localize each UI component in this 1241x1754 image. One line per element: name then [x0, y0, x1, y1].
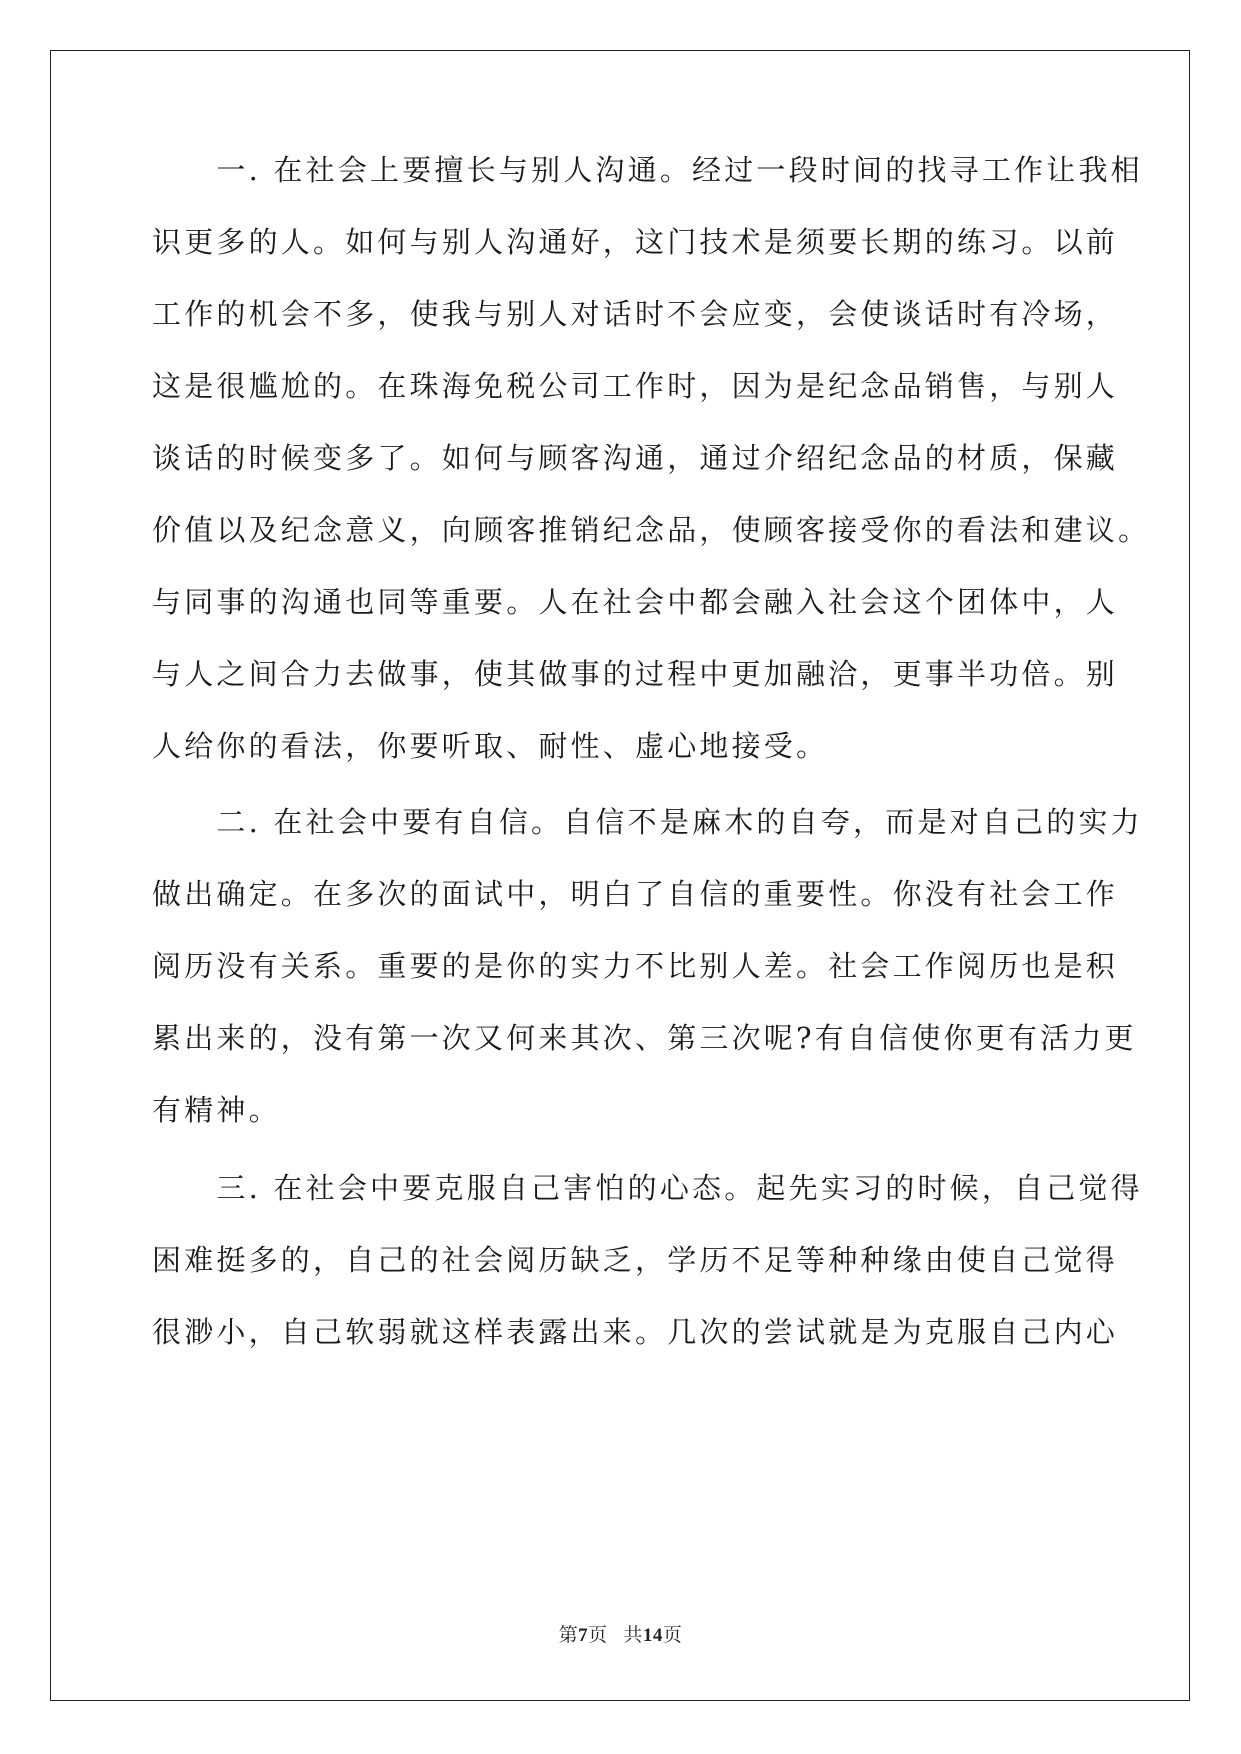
text-line: 一. 在社会上要擅长与别人沟通。经过一段时间的找寻工作让我相 [152, 153, 1143, 187]
footer-page-suffix: 页 [588, 1625, 608, 1646]
text-line: 谈话的时候变多了。如何与顾客沟通，通过介绍纪念品的材质，保藏 [152, 441, 1119, 475]
text-line: 三. 在社会中要克服自己害怕的心态。起先实习的时候，自己觉得 [152, 1171, 1143, 1205]
text-line: 做出确定。在多次的面试中，明白了自信的重要性。你没有社会工作 [152, 877, 1119, 911]
text-line: 与同事的沟通也同等重要。人在社会中都会融入社会这个团体中，人 [152, 585, 1119, 619]
text-line: 人给你的看法，你要听取、耐性、虚心地接受。 [152, 729, 829, 763]
text-line: 阅历没有关系。重要的是你的实力不比别人差。社会工作阅历也是积 [152, 949, 1119, 983]
text-line: 这是很尴尬的。在珠海免税公司工作时，因为是纪念品销售，与别人 [152, 369, 1119, 403]
text-line: 工作的机会不多，使我与别人对话时不会应变，会使谈话时有冷场， [152, 297, 1119, 331]
current-page-number: 7 [578, 1625, 589, 1646]
page-footer [0, 1620, 1241, 1647]
text-line: 与人之间合力去做事，使其做事的过程中更加融洽，更事半功倍。别 [152, 657, 1119, 691]
text-line: 累出来的，没有第一次又何来其次、第三次呢?有自信使你更有活力更 [152, 1021, 1137, 1055]
text-line: 二. 在社会中要有自信。自信不是麻木的自夸，而是对自己的实力 [152, 805, 1143, 839]
text-line: 识更多的人。如何与别人沟通好，这门技术是须要长期的练习。以前 [152, 225, 1119, 259]
text-line: 价值以及纪念意义，向顾客推销纪念品，使顾客接受你的看法和建议。 [152, 513, 1151, 547]
text-line: 很渺小，自己软弱就这样表露出来。几次的尝试就是为克服自己内心 [152, 1315, 1119, 1349]
text-line: 有精神。 [152, 1093, 281, 1127]
footer-prefix: 第 [558, 1625, 579, 1646]
text-line: 困难挺多的，自己的社会阅历缺乏，学历不足等种种缘由使自己觉得 [152, 1243, 1119, 1277]
footer-total-suffix: 页 [662, 1625, 683, 1646]
total-page-count: 14 [642, 1625, 663, 1646]
footer-total-prefix: 共 [623, 1625, 643, 1646]
